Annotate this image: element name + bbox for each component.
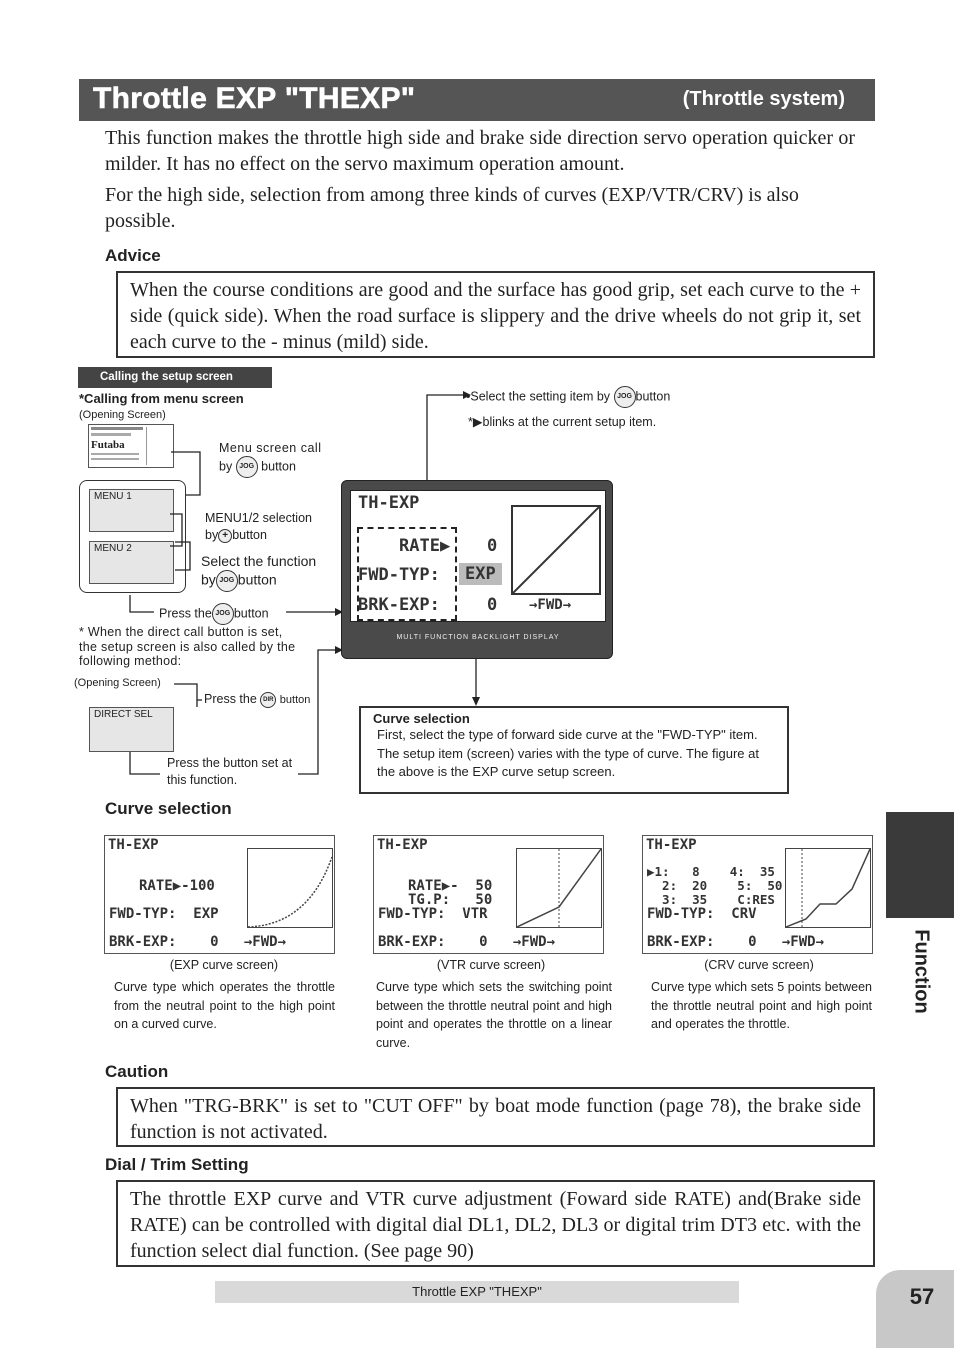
curve-selection-box-title: Curve selection [373,711,470,726]
intro-paragraph-1: This function makes the throttle high side and brake side direction servo operation quicker or milder. It has no effect on the servo maximum operation amount. [105,127,855,175]
menu-call-text: Menu screen call [219,441,322,455]
select-function-text: Select the function [201,553,317,569]
lcd-curve-graph [511,505,601,595]
lcd-curve-line [513,507,599,593]
exp-screen-title: TH-EXP [108,837,159,853]
vtr-curve-graph [516,848,602,928]
advice-box: When the course conditions are good and the surface has good grip, set each curve to the + side (quick side). When the road surface is slippery and the drive wheels do not grip it, set each curve to the - minus (mild) side. [116,271,875,358]
vtr-description: Curve type which sets the switching point between the throttle neutral point and high point and operates the throttle on a linear curve. [376,980,612,1050]
vtr-curve-line [517,849,601,927]
crv-curve-graph [785,848,871,928]
lcd-brk-label: BRK-EXP: [358,595,440,615]
plus-icon: + [218,529,232,543]
crv-screen-line: 3: 35 C:RES [647,892,775,907]
lcd-fwd-label: FWD-TYP: [358,565,440,585]
menu12-selection-by: by + button [205,528,267,542]
lcd-fwd-arrow: →FWD→ [529,597,572,613]
lcd-brk-value: 0 [487,595,498,615]
crv-screen-line: 2: 20 5: 50 [647,878,783,893]
curve-selection-box [359,706,789,794]
curve-selection-heading: Curve selection [105,799,232,818]
calling-from-menu: *Calling from menu screen [79,391,244,406]
side-tab-label: Function [910,929,933,1014]
page-subtitle: (Throttle system) [682,88,845,110]
direct-sel-label: DIRECT SEL [94,709,153,720]
intro-paragraph-2: For the high side, selection from among three kinds of curves (EXP/VTR/CRV) is also possible. [105,184,799,232]
menu1-label: MENU 1 [94,491,132,502]
crv-screen-title: TH-EXP [646,837,697,853]
exp-curve-screen [104,835,335,954]
direct-call-note: * When the direct call button is set, the setup screen is also called by the following method: [79,625,296,668]
press-button-set-text: Press the button set at this function. [167,756,293,787]
crv-caption: (CRV curve screen) [704,958,814,972]
main-lcd-device [341,480,613,659]
page-title: Throttle EXP "THEXP" [93,82,416,115]
cursor-arrow-icon: ▶ [439,536,451,556]
dir-icon: DIR [260,692,276,708]
crv-curve-line [786,849,870,927]
page-number: 57 [909,1284,935,1309]
exp-screen-line: FWD-TYP: EXP [109,906,219,922]
crv-description: Curve type which sets 5 points between the throttle neutral point and high point and operates the throttle. [651,980,872,1031]
vtr-curve-screen [373,835,604,954]
crv-screen-line: BRK-EXP: 0 →FWD→ [647,934,825,950]
lcd-rate-row: RATE▶ [399,536,451,556]
vtr-screen-line: FWD-TYP: VTR [378,906,488,922]
cursor-arrow-icon: ▶ [472,415,483,429]
page-number-box [876,1270,954,1348]
jog-icon: JOG [216,570,238,592]
press-jog-text: Press the JOG button [159,603,269,625]
crv-screen-line: ▶1: 8 4: 35 [647,864,775,879]
blinks-text: *▶blinks at the current setup item. [468,415,657,429]
lcd-footer-text: MULTI FUNCTION BACKLIGHT DISPLAY [396,634,560,641]
lcd-highlight-box [357,527,457,621]
select-function-by: by JOG button [201,570,277,592]
vtr-screen-line: TG.P: 50 [408,892,493,908]
main-lcd-screen [350,490,606,622]
exp-caption: (EXP curve screen) [169,958,279,972]
opening-screen-label: (Opening Screen) [79,409,166,421]
menu-call-by: by JOG button [219,456,296,478]
vtr-screen-line: BRK-EXP: 0 →FWD→ [378,934,556,950]
vtr-caption: (VTR curve screen) [436,958,546,972]
futaba-logo: Futaba [91,439,125,451]
opening-screen-label-2: (Opening Screen) [74,677,161,689]
vtr-screen-title: TH-EXP [377,837,428,853]
select-item-text: •Select the setting item by JOG button [466,386,670,408]
jog-icon: JOG [236,456,258,478]
exp-description: Curve type which operates the throttle from the neutral point to the high point on a curved curve. [114,980,335,1031]
caution-box: When "TRG-BRK" is set to "CUT OFF" by boat mode function (page 78), the brake side function is not activated. [116,1087,875,1147]
side-tab [886,812,954,918]
footer-bar: Throttle EXP "THEXP" [215,1281,739,1303]
caution-heading: Caution [105,1062,169,1081]
lcd-title: TH-EXP [358,493,420,513]
press-dir-text: Press the DIR button [204,692,311,706]
exp-curve-graph [247,848,333,928]
menu2-label: MENU 2 [94,543,132,554]
vtr-screen-line: RATE▶- 50 [408,878,493,894]
curve-selection-box-text: First, select the type of forward side curve at the "FWD-TYP" item. The setup item (screen) varies with the type of curve. The figure at the above is the EXP curve setup screen. [377,727,759,779]
advice-heading: Advice [105,246,161,265]
dial-trim-box: The throttle EXP curve and VTR curve adjustment (Foward side RATE) and(Brake side RATE) can be controlled with digital dial DL1, DL2, DL3 or digital trim DT3 etc. with the function select dial function. (See page 90) [116,1180,875,1267]
exp-curve-line [248,849,332,927]
exp-screen-line: BRK-EXP: 0 →FWD→ [109,934,287,950]
exp-screen-line: RATE▶-100 [139,878,215,894]
jog-icon: JOG [614,386,636,408]
crv-curve-screen [642,835,873,954]
setup-badge: Calling the setup screen [78,367,272,388]
jog-icon: JOG [212,603,234,625]
lcd-fwd-value: EXP [459,563,502,585]
crv-screen-line: FWD-TYP: CRV [647,906,757,922]
menu12-selection-text: MENU1/2 selection [205,511,312,525]
dial-trim-heading: Dial / Trim Setting [105,1155,249,1174]
lcd-rate-value: 0 [487,536,498,556]
